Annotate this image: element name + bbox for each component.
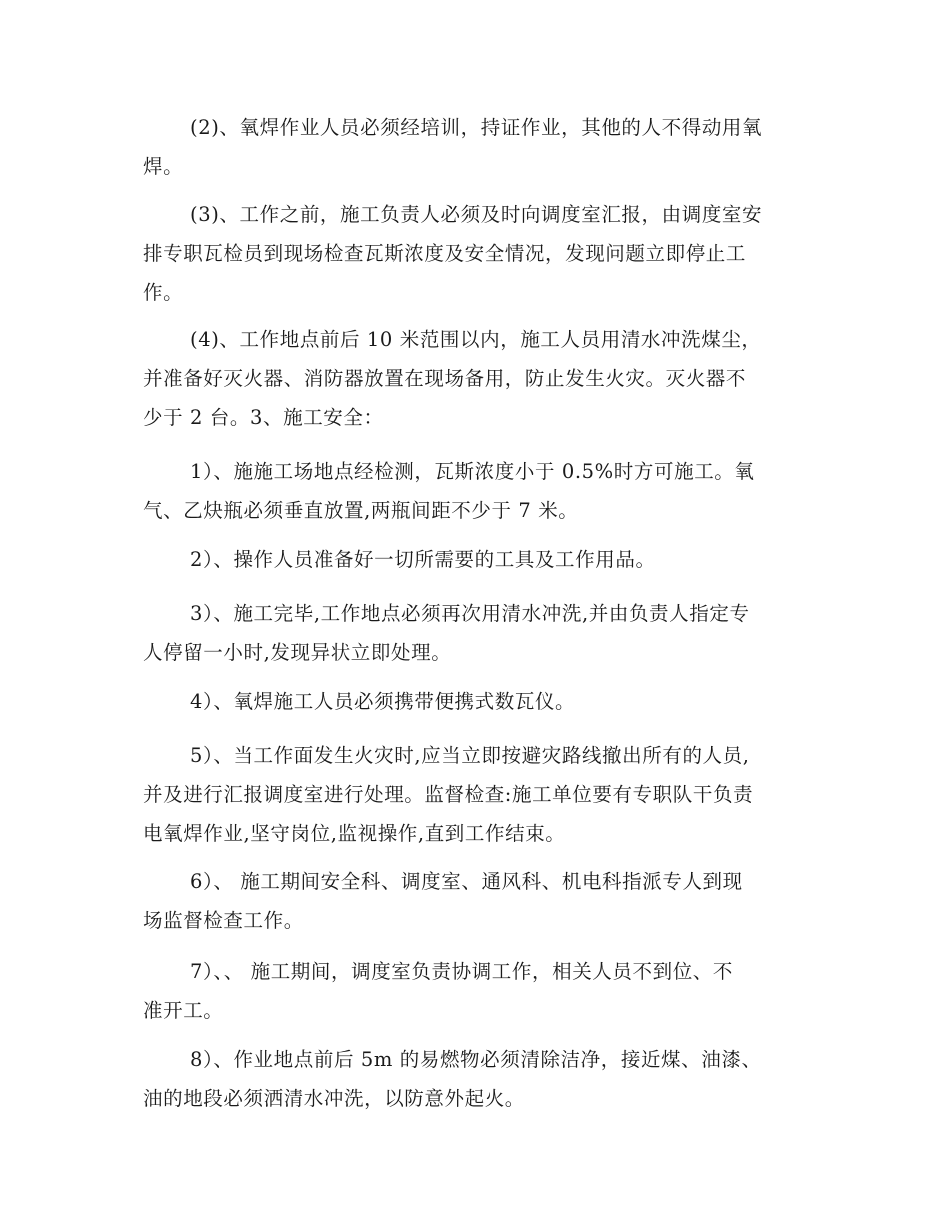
paragraph-line: (4)、工作地点前后 10 米范围以内，施工人员用清水冲洗煤尘， [190, 328, 762, 351]
paragraph-after-completion [143, 594, 813, 672]
paragraph-flammables [143, 1040, 813, 1118]
paragraph-line: (2)、氧焊作业人员必须经培训，持证作业，其他的人不得动用氧 [190, 116, 763, 139]
paragraph-coordination [143, 952, 813, 1030]
paragraph-oxy-welder-training [143, 108, 813, 186]
paragraph-line: 场监督检查工作。 [143, 909, 304, 932]
paragraph-line: 5）、当工作面发生火灾时,应当立即按避灾路线撤出所有的人员, [190, 744, 750, 767]
paragraph-fire-evacuation [143, 736, 813, 853]
paragraph-gas-check [143, 452, 813, 530]
paragraph-line: 并准备好灭火器、消防器放置在现场备用，防止发生火灾。灭火器不 [143, 367, 747, 390]
paragraph-line: 4）、氧焊施工人员必须携带便携式数瓦仪。 [190, 690, 576, 713]
paragraph-line: 作。 [143, 281, 184, 304]
paragraph-line: 1）、施施工场地点经检测，瓦斯浓度小于 0.5%时方可施工。氧 [190, 460, 755, 483]
paragraph-line: 7）、、 施工期间，调度室负责协调工作，相关人员不到位、不 [190, 960, 734, 983]
paragraph-line: 2）、操作人员准备好一切所需要的工具及工作用品。 [190, 548, 656, 571]
paragraph-line: 气、乙炔瓶必须垂直放置,两瓶间距不少于 7 米。 [143, 499, 579, 522]
paragraph-line: 6）、 施工期间安全科、调度室、通风科、机电科指派专人到现 [190, 870, 743, 893]
paragraph-report-to-dispatch [143, 195, 813, 312]
paragraph-line: 准开工。 [143, 999, 224, 1022]
paragraph-line: 油的地段必须洒清水冲洗，以防意外起火。 [143, 1087, 525, 1110]
paragraph-fire-prevention [143, 320, 813, 437]
paragraph-supervision [143, 862, 813, 940]
paragraph-line: 电氧焊作业,坚守岗位,监视操作,直到工作结束。 [143, 822, 566, 845]
paragraph-tools-ready [143, 540, 813, 579]
paragraph-line: 人停留一小时,发现异状立即处理。 [143, 641, 452, 664]
paragraph-line: 少于 2 台。3、施工安全： [143, 406, 384, 429]
paragraph-line: 8）、作业地点前后 5m 的易燃物必须清除洁净，接近煤、油漆、 [190, 1048, 762, 1071]
paragraph-line: 排专职瓦检员到现场检查瓦斯浓度及安全情况，发现问题立即停止工 [143, 242, 747, 265]
paragraph-line: 焊。 [143, 155, 184, 178]
paragraph-line: (3)、工作之前，施工负责人必须及时向调度室汇报，由调度室安 [190, 203, 763, 226]
paragraph-line: 并及进行汇报调度室进行处理。监督检查:施工单位要有专职队干负责 [143, 783, 754, 806]
paragraph-gas-detector [143, 682, 813, 721]
paragraph-line: 3）、施工完毕,工作地点必须再次用清水冲洗,并由负责人指定专 [190, 602, 750, 625]
